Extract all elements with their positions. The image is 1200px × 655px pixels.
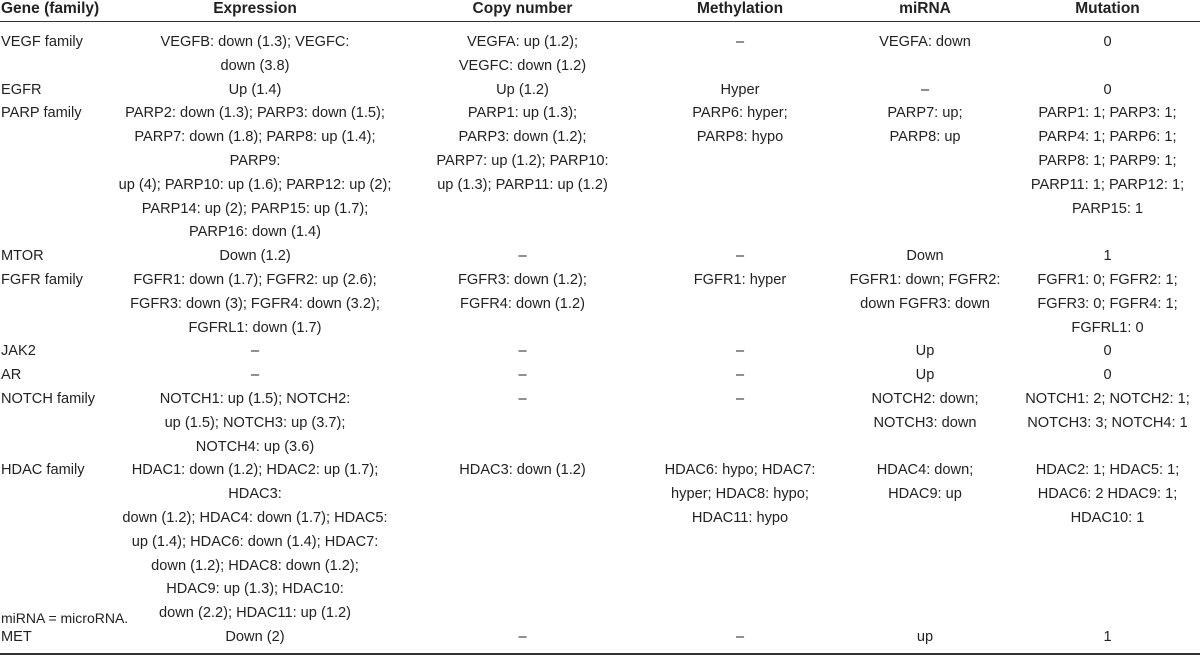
header-expression: Expression bbox=[110, 0, 400, 22]
cell-mirna: HDAC4: down; HDAC9: up bbox=[876, 462, 974, 503]
table-row bbox=[0, 245, 1200, 269]
cell-gene-family: JAK2 bbox=[1, 343, 36, 360]
cell-expression: VEGFB: down (1.3); VEGFC: down (3.8) bbox=[160, 34, 350, 74]
cell-methylation: – bbox=[735, 367, 745, 384]
header-mutation: Mutation bbox=[1015, 0, 1200, 22]
table-footnote: miRNA = microRNA. bbox=[1, 610, 129, 626]
cell-methylation: – bbox=[645, 626, 835, 654]
cell-mutation: 1 bbox=[1103, 248, 1112, 265]
table-row bbox=[0, 269, 1200, 340]
table-row bbox=[0, 340, 1200, 364]
cell-mutation: 0 bbox=[1103, 367, 1112, 384]
table-row bbox=[0, 22, 1200, 79]
cell-gene-family: MTOR bbox=[1, 248, 44, 265]
cell-mirna: VEGFA: down bbox=[879, 34, 971, 50]
cell-mirna: Up bbox=[915, 343, 935, 360]
cell-expression: HDAC1: down (1.2); HDAC2: up (1.7); HDAC3: down (1.2); HDAC4: down (1.7); HDAC5: up (1.4); HDAC6: down (1.4); HDAC7: down (1.2); HDAC8: down (1.2); HDAC9: up (1.3); HDAC10: down (2.2); HDAC11: up (1.2) bbox=[122, 462, 388, 622]
cell-gene-family: FGFR family bbox=[1, 271, 83, 288]
cell-gene-family: EGFR bbox=[1, 81, 42, 98]
table-row bbox=[0, 364, 1200, 388]
cell-expression: – bbox=[250, 343, 260, 360]
header-methylation: Methylation bbox=[645, 0, 835, 22]
cell-methylation: – bbox=[735, 343, 745, 360]
cell-copy-number: – bbox=[518, 248, 527, 265]
cell-gene-family: NOTCH family bbox=[1, 390, 96, 407]
cell-methylation: FGFR1: hyper bbox=[693, 271, 787, 288]
cell-copy-number: FGFR3: down (1.2); FGFR4: down (1.2) bbox=[458, 271, 587, 312]
cell-methylation: PARP6: hyper; PARP8: hypo bbox=[692, 105, 788, 146]
cell-expression: PARP2: down (1.3); PARP3: down (1.5); PARP7: down (1.8); PARP8: up (1.4); PARP9: up (4); PARP10: up (1.6); PARP12: up (2); PARP14: up (2); PARP15: up (1.7); PARP16: down (1.4) bbox=[118, 105, 392, 241]
header-gene-family: Gene (family) bbox=[0, 0, 110, 22]
cell-expression: – bbox=[250, 367, 260, 384]
cell-mutation: 0 bbox=[1103, 34, 1112, 50]
cell-copy-number: – bbox=[400, 626, 645, 654]
header-mirna: miRNA bbox=[835, 0, 1015, 22]
table-row bbox=[0, 388, 1200, 459]
cell-mutation: 0 bbox=[1103, 81, 1112, 98]
cell-mutation: 0 bbox=[1103, 343, 1112, 360]
cell-mirna: NOTCH2: down; NOTCH3: down bbox=[871, 390, 979, 431]
cell-expression: FGFR1: down (1.7); FGFR2: up (2.6); FGFR3: down (3); FGFR4: down (3.2); FGFRL1: down (1.7) bbox=[130, 271, 380, 336]
cell-gene-family: HDAC family bbox=[1, 462, 85, 479]
cell-copy-number: PARP1: up (1.3); PARP3: down (1.2); PARP7: up (1.2); PARP10: up (1.3); PARP11: up (1.2) bbox=[436, 105, 609, 193]
table-row bbox=[0, 102, 1200, 245]
cell-mirna: Down bbox=[906, 248, 944, 265]
cell-gene-family: VEGF family bbox=[1, 34, 83, 50]
cell-expression: Down (2) bbox=[110, 626, 400, 654]
cell-copy-number: – bbox=[518, 390, 527, 407]
cell-mirna: PARP7: up; PARP8: up bbox=[887, 105, 963, 146]
cell-mutation: NOTCH1: 2; NOTCH2: 1; NOTCH3: 3; NOTCH4: 1 bbox=[1025, 390, 1190, 431]
cell-copy-number: – bbox=[518, 343, 527, 360]
cell-gene-family: PARP family bbox=[1, 105, 82, 122]
table-row bbox=[0, 626, 1200, 654]
cell-mirna: Up bbox=[915, 367, 935, 384]
cell-mirna: up bbox=[835, 626, 1015, 654]
cell-copy-number: HDAC3: down (1.2) bbox=[459, 462, 586, 479]
cell-mirna: FGFR1: down; FGFR2: down FGFR3: down bbox=[849, 271, 1001, 312]
cell-expression: Down (1.2) bbox=[219, 248, 291, 265]
cell-methylation: HDAC6: hypo; HDAC7: hyper; HDAC8: hypo; HDAC11: hypo bbox=[664, 462, 816, 526]
cell-mirna: – bbox=[920, 81, 930, 98]
header-row bbox=[0, 0, 1200, 22]
header-copy-number: Copy number bbox=[400, 0, 645, 22]
cell-expression: Up (1.4) bbox=[228, 81, 282, 98]
cell-gene-family: MET bbox=[0, 626, 110, 654]
cell-copy-number: VEGFA: up (1.2); VEGFC: down (1.2) bbox=[458, 34, 587, 74]
table-body bbox=[0, 22, 1200, 654]
table-header bbox=[0, 0, 1200, 22]
cell-copy-number: Up (1.2) bbox=[496, 81, 549, 98]
cell-gene-family: AR bbox=[1, 367, 22, 384]
cell-mutation: 1 bbox=[1015, 626, 1200, 654]
cell-methylation: – bbox=[735, 34, 745, 50]
table-row bbox=[0, 79, 1200, 103]
cell-mutation: HDAC2: 1; HDAC5: 1; HDAC6: 2 HDAC9: 1; HDAC10: 1 bbox=[1035, 462, 1180, 526]
cell-methylation: – bbox=[735, 248, 745, 265]
cell-copy-number: – bbox=[518, 367, 527, 384]
cell-methylation: Hyper bbox=[720, 81, 760, 98]
cell-mutation: FGFR1: 0; FGFR2: 1; FGFR3: 0; FGFR4: 1; FGFRL1: 0 bbox=[1037, 271, 1178, 336]
cell-expression: NOTCH1: up (1.5); NOTCH2: up (1.5); NOTCH3: up (3.7); NOTCH4: up (3.6) bbox=[159, 390, 351, 455]
cell-methylation: – bbox=[735, 390, 745, 407]
cell-mutation: PARP1: 1; PARP3: 1; PARP4: 1; PARP6: 1; PARP8: 1; PARP9: 1; PARP11: 1; PARP12: 1; PARP15: 1 bbox=[1030, 105, 1185, 217]
table-row bbox=[0, 459, 1200, 626]
